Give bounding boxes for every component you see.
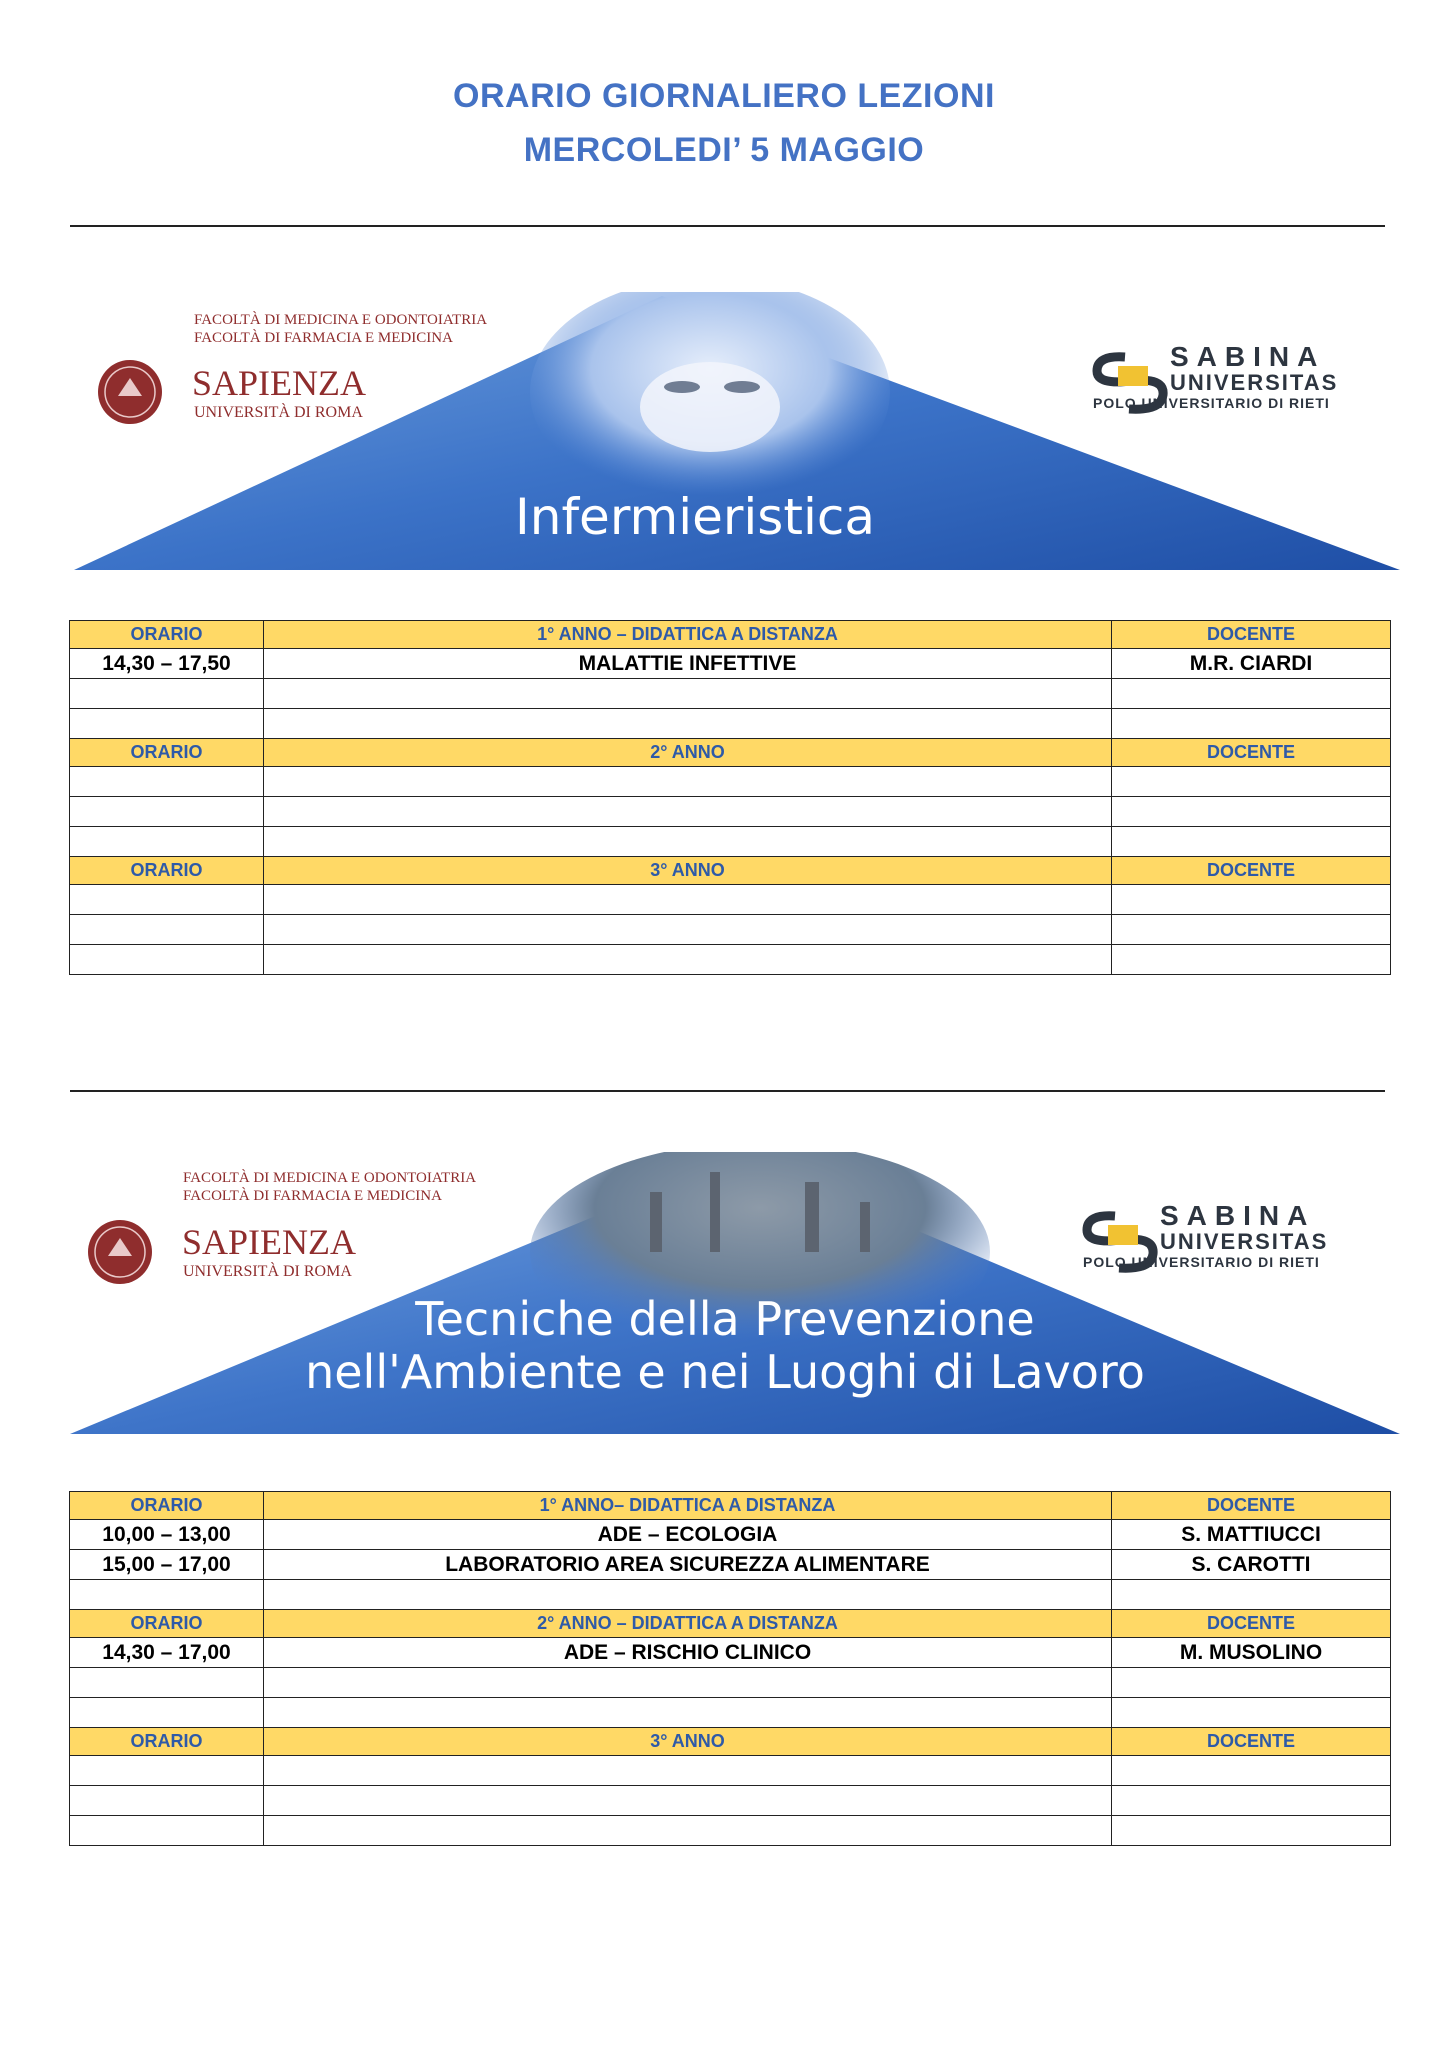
time-cell: 10,00 – 13,00 — [70, 1520, 264, 1550]
subject-cell — [264, 1668, 1112, 1698]
time-cell: 14,30 – 17,00 — [70, 1638, 264, 1668]
table-header-row — [70, 1492, 1391, 1520]
table-row — [70, 797, 1391, 827]
teacher-cell — [1112, 767, 1391, 797]
time-cell: ORARIO — [70, 739, 264, 767]
svg-text:FACOLTÀ DI MEDICINA E ODONTOIA: FACOLTÀ DI MEDICINA E ODONTOIATRIA — [194, 312, 488, 328]
time-cell — [70, 1816, 264, 1846]
table-row — [70, 885, 1391, 915]
teacher-cell: M. MUSOLINO — [1112, 1638, 1391, 1668]
page-title: ORARIO GIORNALIERO LEZIONI — [453, 77, 995, 115]
subject-cell — [264, 797, 1112, 827]
time-cell — [70, 767, 264, 797]
subject-cell: ADE – ECOLOGIA — [264, 1520, 1112, 1550]
subject-cell — [264, 1756, 1112, 1786]
table-row — [70, 1520, 1391, 1550]
table-row — [70, 709, 1391, 739]
table-row — [70, 1786, 1391, 1816]
teacher-cell: DOCENTE — [1112, 621, 1391, 649]
subject-cell — [264, 709, 1112, 739]
table-row — [70, 915, 1391, 945]
table-header-row — [70, 1728, 1391, 1756]
table-row — [70, 1638, 1391, 1668]
time-cell — [70, 1698, 264, 1728]
time-cell: ORARIO — [70, 1610, 264, 1638]
teacher-cell — [1112, 945, 1391, 975]
time-cell: ORARIO — [70, 1492, 264, 1520]
teacher-cell — [1112, 797, 1391, 827]
divider-line — [70, 1090, 1385, 1092]
teacher-cell: DOCENTE — [1112, 1610, 1391, 1638]
time-cell: 15,00 – 17,00 — [70, 1550, 264, 1580]
course-title-line2: nell'Ambiente e nei Luoghi di Lavoro — [305, 1345, 1145, 1399]
teacher-cell: DOCENTE — [1112, 739, 1391, 767]
table-row — [70, 649, 1391, 679]
time-cell — [70, 679, 264, 709]
svg-text:UNIVERSITÀ DI ROMA: UNIVERSITÀ DI ROMA — [183, 1263, 352, 1280]
svg-text:SABINA: SABINA — [1160, 1200, 1316, 1231]
time-cell — [70, 1756, 264, 1786]
subject-cell — [264, 1698, 1112, 1728]
teacher-cell: DOCENTE — [1112, 1728, 1391, 1756]
sabina-universitas-logo — [1083, 1200, 1328, 1270]
page-subtitle-date: MERCOLEDI’ 5 MAGGIO — [523, 131, 925, 169]
subject-cell — [264, 1580, 1112, 1610]
table-row — [70, 827, 1391, 857]
table-row — [70, 1756, 1391, 1786]
svg-text:POLO UNIVERSITARIO DI RIETI: POLO UNIVERSITARIO DI RIETI — [1083, 1254, 1320, 1270]
subject-cell — [264, 1786, 1112, 1816]
banner-infermieristica — [70, 292, 1400, 574]
teacher-cell — [1112, 1698, 1391, 1728]
svg-text:UNIVERSITAS: UNIVERSITAS — [1160, 1229, 1329, 1254]
subject-cell: 2° ANNO — [264, 739, 1112, 767]
subject-cell — [264, 827, 1112, 857]
svg-text:POLO UNIVERSITARIO DI RIETI: POLO UNIVERSITARIO DI RIETI — [1093, 395, 1330, 411]
teacher-cell: DOCENTE — [1112, 1492, 1391, 1520]
table-row — [70, 1580, 1391, 1610]
subject-cell — [264, 915, 1112, 945]
teacher-cell — [1112, 1816, 1391, 1846]
svg-text:SAPIENZA: SAPIENZA — [182, 1222, 357, 1262]
sabina-universitas-logo — [1093, 341, 1338, 411]
teacher-cell — [1112, 1756, 1391, 1786]
table-header-row — [70, 739, 1391, 767]
svg-text:FACOLTÀ DI FARMACIA E MEDICINA: FACOLTÀ DI FARMACIA E MEDICINA — [194, 330, 453, 346]
teacher-cell: DOCENTE — [1112, 857, 1391, 885]
subject-cell: 1° ANNO– DIDATTICA A DISTANZA — [264, 1492, 1112, 1520]
divider-line — [70, 225, 1385, 227]
svg-text:FACOLTÀ DI FARMACIA E MEDICINA: FACOLTÀ DI FARMACIA E MEDICINA — [183, 1188, 442, 1204]
table-row — [70, 679, 1391, 709]
teacher-cell — [1112, 1580, 1391, 1610]
time-cell — [70, 1668, 264, 1698]
time-cell — [70, 827, 264, 857]
svg-text:FACOLTÀ DI MEDICINA E ODONTOIA: FACOLTÀ DI MEDICINA E ODONTOIATRIA — [183, 1170, 477, 1186]
teacher-cell: M.R. CIARDI — [1112, 649, 1391, 679]
time-cell — [70, 709, 264, 739]
subject-cell: LABORATORIO AREA SICUREZZA ALIMENTARE — [264, 1550, 1112, 1580]
table-row — [70, 945, 1391, 975]
teacher-cell — [1112, 679, 1391, 709]
svg-text:UNIVERSITAS: UNIVERSITAS — [1170, 370, 1339, 395]
svg-text:UNIVERSITÀ DI ROMA: UNIVERSITÀ DI ROMA — [194, 404, 363, 421]
teacher-cell: S. CAROTTI — [1112, 1550, 1391, 1580]
subject-cell: 2° ANNO – DIDATTICA A DISTANZA — [264, 1610, 1112, 1638]
subject-cell: 3° ANNO — [264, 1728, 1112, 1756]
time-cell: ORARIO — [70, 621, 264, 649]
schedule-table-tecniche-prevenzione — [69, 1491, 1391, 1846]
time-cell — [70, 797, 264, 827]
subject-cell: MALATTIE INFETTIVE — [264, 649, 1112, 679]
time-cell: ORARIO — [70, 1728, 264, 1756]
svg-text:SAPIENZA: SAPIENZA — [192, 363, 367, 403]
schedule-table-infermieristica — [69, 620, 1391, 975]
teacher-cell — [1112, 709, 1391, 739]
teacher-cell — [1112, 885, 1391, 915]
subject-cell — [264, 1816, 1112, 1846]
subject-cell: 1° ANNO – DIDATTICA A DISTANZA — [264, 621, 1112, 649]
table-header-row — [70, 1610, 1391, 1638]
teacher-cell: S. MATTIUCCI — [1112, 1520, 1391, 1550]
table-row — [70, 767, 1391, 797]
time-cell: 14,30 – 17,50 — [70, 649, 264, 679]
table-header-row — [70, 857, 1391, 885]
svg-text:SABINA: SABINA — [1170, 341, 1326, 372]
course-title: Infermieristica — [515, 488, 875, 546]
teacher-cell — [1112, 1786, 1391, 1816]
time-cell — [70, 1786, 264, 1816]
course-title-line1: Tecniche della Prevenzione — [415, 1292, 1035, 1346]
subject-cell: 3° ANNO — [264, 857, 1112, 885]
table-row — [70, 1550, 1391, 1580]
subject-cell — [264, 885, 1112, 915]
time-cell — [70, 885, 264, 915]
time-cell: ORARIO — [70, 857, 264, 885]
subject-cell — [264, 767, 1112, 797]
subject-cell — [264, 679, 1112, 709]
table-header-row — [70, 621, 1391, 649]
time-cell — [70, 915, 264, 945]
subject-cell: ADE – RISCHIO CLINICO — [264, 1638, 1112, 1668]
time-cell — [70, 945, 264, 975]
time-cell — [70, 1580, 264, 1610]
teacher-cell — [1112, 915, 1391, 945]
teacher-cell — [1112, 1668, 1391, 1698]
subject-cell — [264, 945, 1112, 975]
banner-tecniche-prevenzione — [70, 1152, 1400, 1436]
table-row — [70, 1816, 1391, 1846]
table-row — [70, 1698, 1391, 1728]
teacher-cell — [1112, 827, 1391, 857]
table-row — [70, 1668, 1391, 1698]
sapienza-logo — [88, 1169, 476, 1284]
